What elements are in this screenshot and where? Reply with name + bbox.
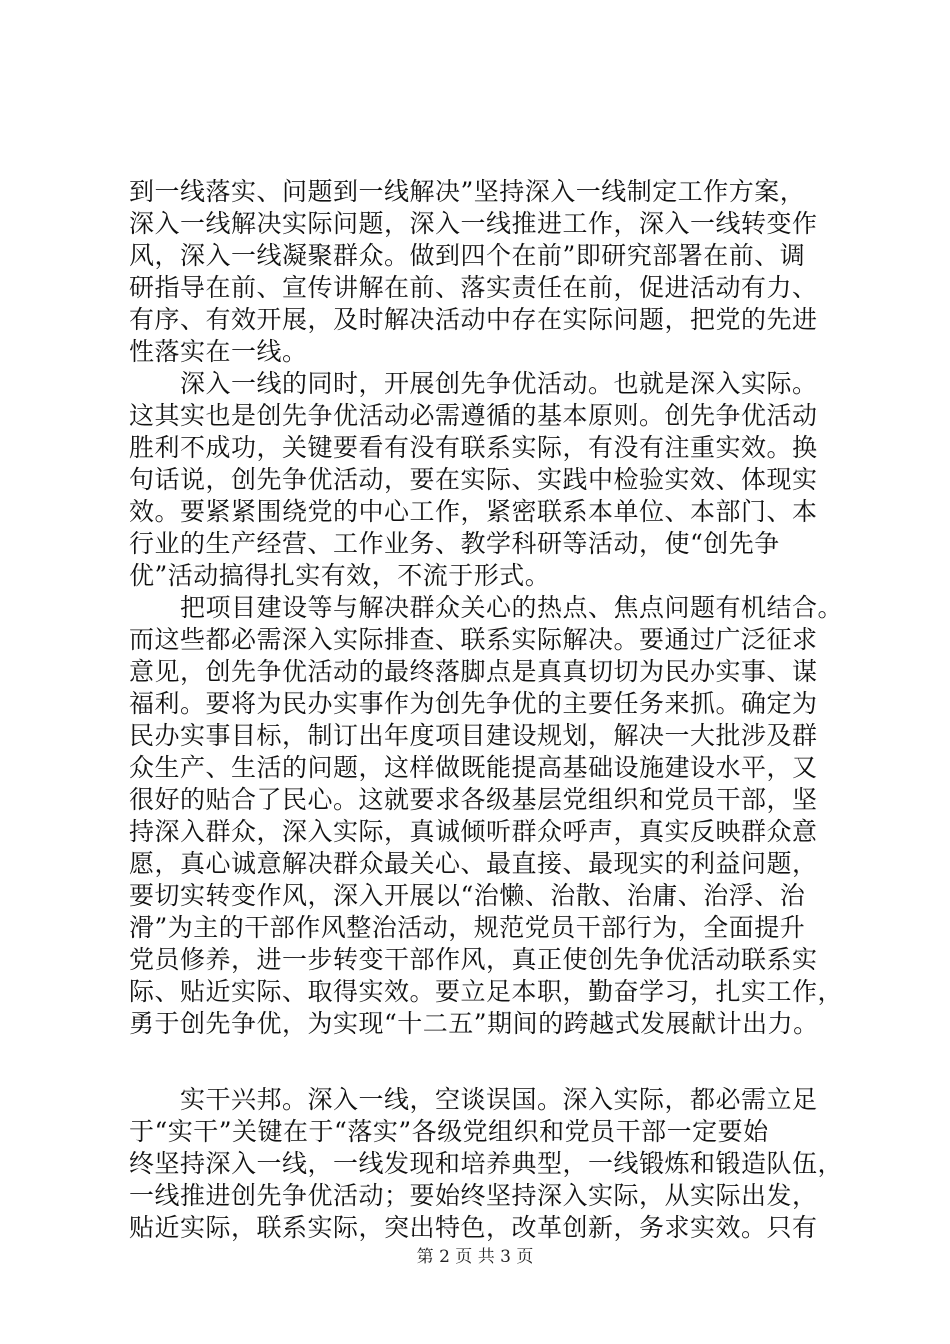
text-line: 效。要紧紧围绕党的中心工作，紧密联系本单位、本部门、本 xyxy=(129,497,818,526)
text-line: 贴近实际，联系实际，突出特色，改革创新，务求实效。只有 xyxy=(129,1213,818,1242)
text-line: 党员修养，进一步转变干部作风，真正使创先争优活动联系实 xyxy=(129,945,818,974)
paragraph xyxy=(129,592,859,1040)
text-line: 句话说，创先争优活动，要在实际、实践中检验实效、体现实 xyxy=(129,465,818,494)
text-line: 要切实转变作风，深入开展以“治懒、治散、治庸、治浮、治 xyxy=(129,881,806,910)
text-line: 优”活动搞得扎实有效，不流于形式。 xyxy=(129,561,551,590)
text-line: 风，深入一线凝聚群众。做到四个在前”即研究部署在前、调 xyxy=(129,241,806,270)
text-line: 有序、有效开展，及时解决活动中存在实际问题，把党的先进 xyxy=(129,305,818,334)
text-line: 性落实在一线。 xyxy=(129,337,308,366)
text-line: 于“实干”关键在于“落实”各级党组织和党员干部一定要始 xyxy=(129,1117,769,1146)
paragraph xyxy=(129,368,859,592)
text-line: 把项目建设等与解决群众关心的热点、焦点问题有机结合。 xyxy=(129,593,844,622)
text-line: 胜利不成功，关键要看有没有联系实际，有没有注重实效。换 xyxy=(129,433,818,462)
text-line: 民办实事目标，制订出年度项目建设规划，解决一大批涉及群 xyxy=(129,721,818,750)
paragraph-gap xyxy=(129,1040,859,1084)
text-line: 这其实也是创先争优活动必需遵循的基本原则。创先争优活动 xyxy=(129,401,818,430)
text-line: 一线推进创先争优活动；要始终坚持深入实际，从实际出发， xyxy=(129,1181,818,1210)
paragraph xyxy=(129,1084,859,1244)
text-line: 很好的贴合了民心。这就要求各级基层党组织和党员干部，坚 xyxy=(129,785,818,814)
text-line: 深入一线的同时，开展创先争优活动。也就是深入实际。 xyxy=(129,369,818,398)
page-number-footer: 第 2 页 共 3 页 xyxy=(416,1247,534,1267)
text-line: 终坚持深入一线，一线发现和培养典型，一线锻炼和锻造队伍， xyxy=(129,1149,844,1178)
text-line: 到一线落实、问题到一线解决”坚持深入一线制定工作方案， xyxy=(129,177,806,206)
text-line: 深入一线解决实际问题，深入一线推进工作，深入一线转变作 xyxy=(129,209,818,238)
text-line: 意见，创先争优活动的最终落脚点是真真切切为民办实事、谋 xyxy=(129,657,818,686)
text-line: 持深入群众，深入实际，真诚倾听群众呼声，真实反映群众意 xyxy=(129,817,818,846)
text-line: 行业的生产经营、工作业务、教学科研等活动，使“创先争 xyxy=(129,529,780,558)
text-line: 研指导在前、宣传讲解在前、落实责任在前，促进活动有力、 xyxy=(129,273,818,302)
text-line: 而这些都必需深入实际排查、联系实际解决。要通过广泛征求 xyxy=(129,625,818,654)
text-line: 众生产、生活的问题，这样做既能提高基础设施建设水平，又 xyxy=(129,753,818,782)
paragraph xyxy=(129,176,859,368)
text-line: 实干兴邦。深入一线，空谈误国。深入实际，都必需立足 xyxy=(129,1085,818,1114)
text-line: 际、贴近实际、取得实效。要立足本职，勤奋学习，扎实工作， xyxy=(129,977,844,1006)
text-line: 勇于创先争优，为实现“十二五”期间的跨越式发展献计出力。 xyxy=(129,1009,819,1038)
text-line: 福利。要将为民办实事作为创先争优的主要任务来抓。确定为 xyxy=(129,689,818,718)
body-text xyxy=(129,176,859,1244)
text-line: 滑”为主的干部作风整治活动，规范党员干部行为，全面提升 xyxy=(129,913,806,942)
text-line: 愿，真心诚意解决群众最关心、最直接、最现实的利益问题， xyxy=(129,849,818,878)
